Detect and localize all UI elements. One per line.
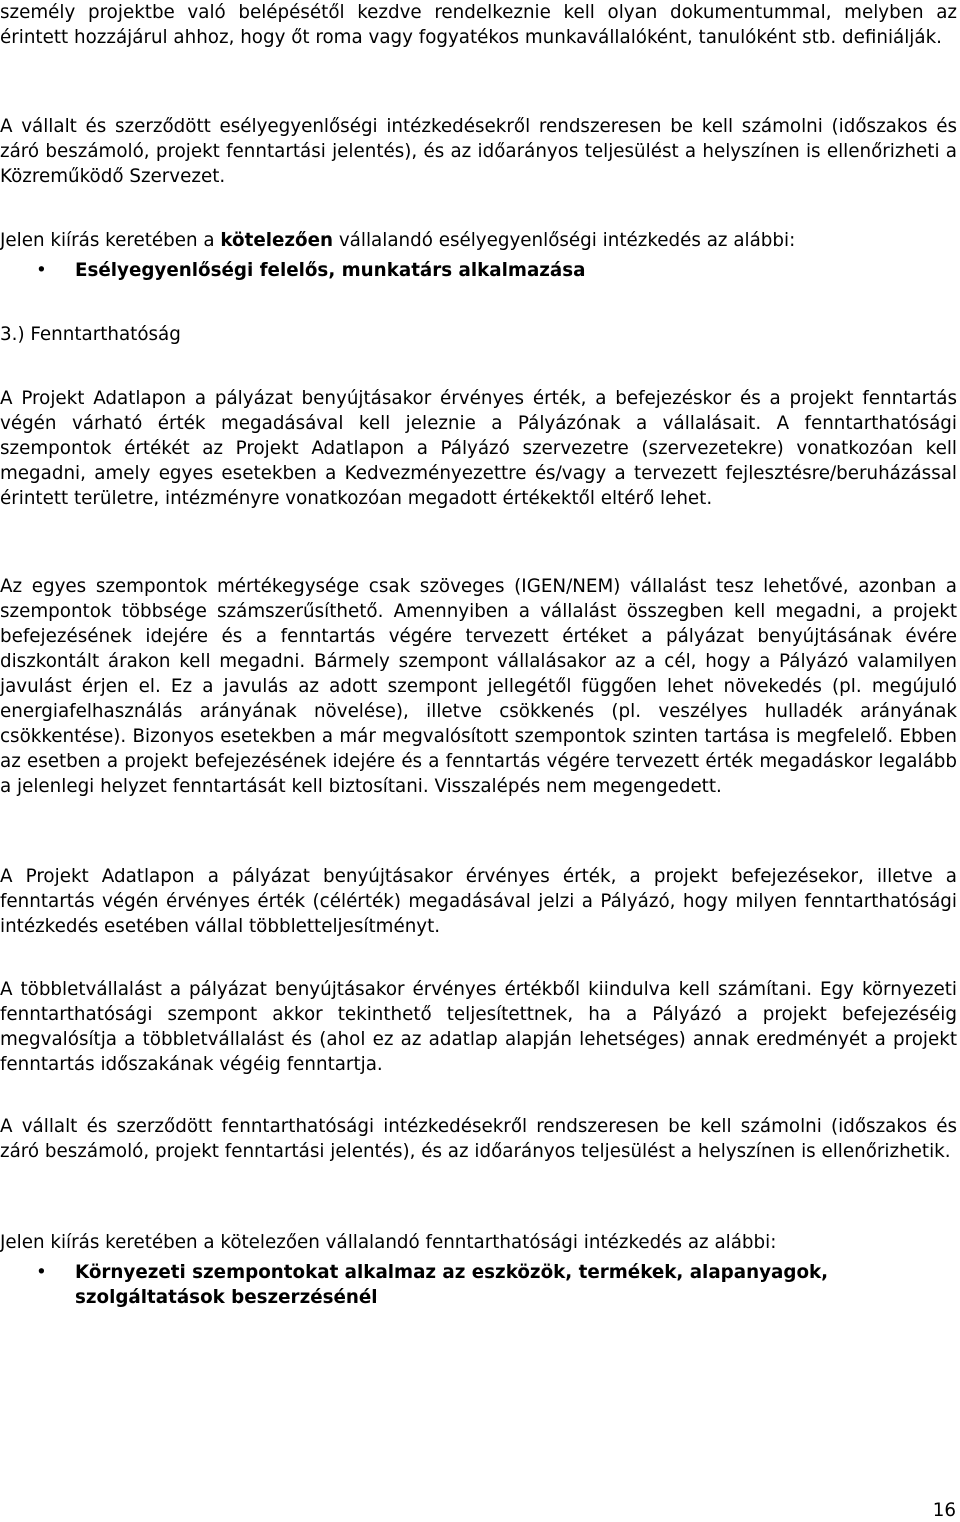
- text-segment: vállalandó esélyegyenlőségi intézkedés az alábbi:: [333, 230, 796, 251]
- paragraph-consent: személy projektbe való belépésétől kezdve rendelkeznie kell olyan dokumentummal, melyben az érintett hozzájárul ahhoz, hogy őt roma vagy fogyatékos munkavállalóként, tanulóként stb. definiálják.: [0, 2, 957, 48]
- paragraph-equal-opportunity-reporting: A vállalt és szerződött esélyegyenlőségi intézkedésekről rendszeresen be kell számolni (időszakos és záró beszámoló, projekt fenntartási jelentés), és az időarányos teljesülést a helyszínen is ellenőrizheti a Közreműködő Szervezet.: [0, 116, 957, 187]
- bullet-icon: •: [36, 1262, 47, 1283]
- section-heading: 3.) Fenntarthatóság: [0, 324, 181, 345]
- paragraph-target-values: A Projekt Adatlapon a pályázat benyújtásakor érvényes érték, a projekt befejezésekor, illetve a fenntartás végén érvényes érték (célérték) megadásával jelzi a Pályázó, hogy milyen fenntarthatósági intézkedés esetében vállal többletteljesítményt.: [0, 866, 957, 937]
- paragraph-extra-commitment: A többletvállalást a pályázat benyújtásakor érvényes értékből kiindulva kell számítani. Egy környezeti fenntarthatósági szempont akkor tekinthető teljesítettnek, ha a Pályázó a projekt befejezéséig megvalósítja a többletvállalást és (ahol ez az adatlap alapján lehetséges) annak eredményét a projekt fenntartás időszakának végéig fenntartja.: [0, 979, 957, 1075]
- paragraph-mandatory-sustainability: Jelen kiírás keretében a kötelezően vállalandó fenntarthatósági intézkedés az alábbi:: [0, 1232, 777, 1253]
- paragraph-mandatory-equal-opportunity: [0, 228, 957, 253]
- paragraph-measurement-units: Az egyes szempontok mértékegysége csak szöveges (IGEN/NEM) vállalást tesz lehetővé, azonban a szempontok többsége számszerűsíthető. Amennyiben a vállalást összegben kell megadni, a projekt befejezésének idejére és a fenntartás végére tervezett értéket a pályázat benyújtásának évére diszkontált árakon kell megadni. Bármely szempont vállalásakor az a cél, hogy a Pályázó valamilyen javulást érjen el. Ez a javulás az adott szempont jellegétől függően lehet növekedés (pl. megújuló energiafelhasználás arányának növelése), illetve csökkenés (pl. veszélyes hulladék arányának csökkentése). Bizonyos esetekben a már megvalósított szempontok szinten tartása is megfelelő. Ebben az esetben a projekt befejezésének idejére és a fenntartás végére tervezett érték megadáskor legalább a jelenlegi helyzet fenntartását kell biztosítani. Visszalépés nem megengedett.: [0, 576, 957, 797]
- bullet-list-equal-opportunity: [0, 258, 957, 283]
- list-item-text: Környezeti szempontokat alkalmaz az eszközök, termékek, alapanyagok, szolgáltatások beszerzésénél: [75, 1262, 829, 1308]
- bullet-icon: •: [36, 260, 47, 281]
- list-item: [0, 1260, 957, 1310]
- paragraph-sustainability-reporting: A vállalt és szerződött fenntarthatósági intézkedésekről rendszeresen be kell számolni (időszakos és záró beszámoló, projekt fenntartási jelentés), és az időarányos teljesülést a helyszínen is ellenőrizhetik.: [0, 1116, 957, 1162]
- bullet-list-sustainability: [0, 1260, 957, 1310]
- list-item: [0, 258, 957, 283]
- page-number: 16: [932, 1500, 956, 1521]
- list-item-text: Esélyegyenlőségi felelős, munkatárs alkalmazása: [75, 260, 586, 281]
- emphasis-mandatory: kötelezően: [220, 230, 334, 251]
- text-segment: Jelen kiírás keretében a: [0, 230, 221, 251]
- paragraph-project-datasheet: A Projekt Adatlapon a pályázat benyújtásakor érvényes érték, a befejezéskor és a projekt fenntartás végén várható érték megadásával kell jeleznie a Pályázónak a vállalásait. A fenntarthatósági szempontok értékét az Projekt Adatlapon a Pályázó szervezetre (szervezetekre) vonatkozóan kell megadni, amely egyes esetekben a Kedvezményezettre és/vagy a tervezett fejlesztésre/beruházással érintett területre, intézményre vonatkozóan megadott értékektől eltérő lehet.: [0, 388, 957, 509]
